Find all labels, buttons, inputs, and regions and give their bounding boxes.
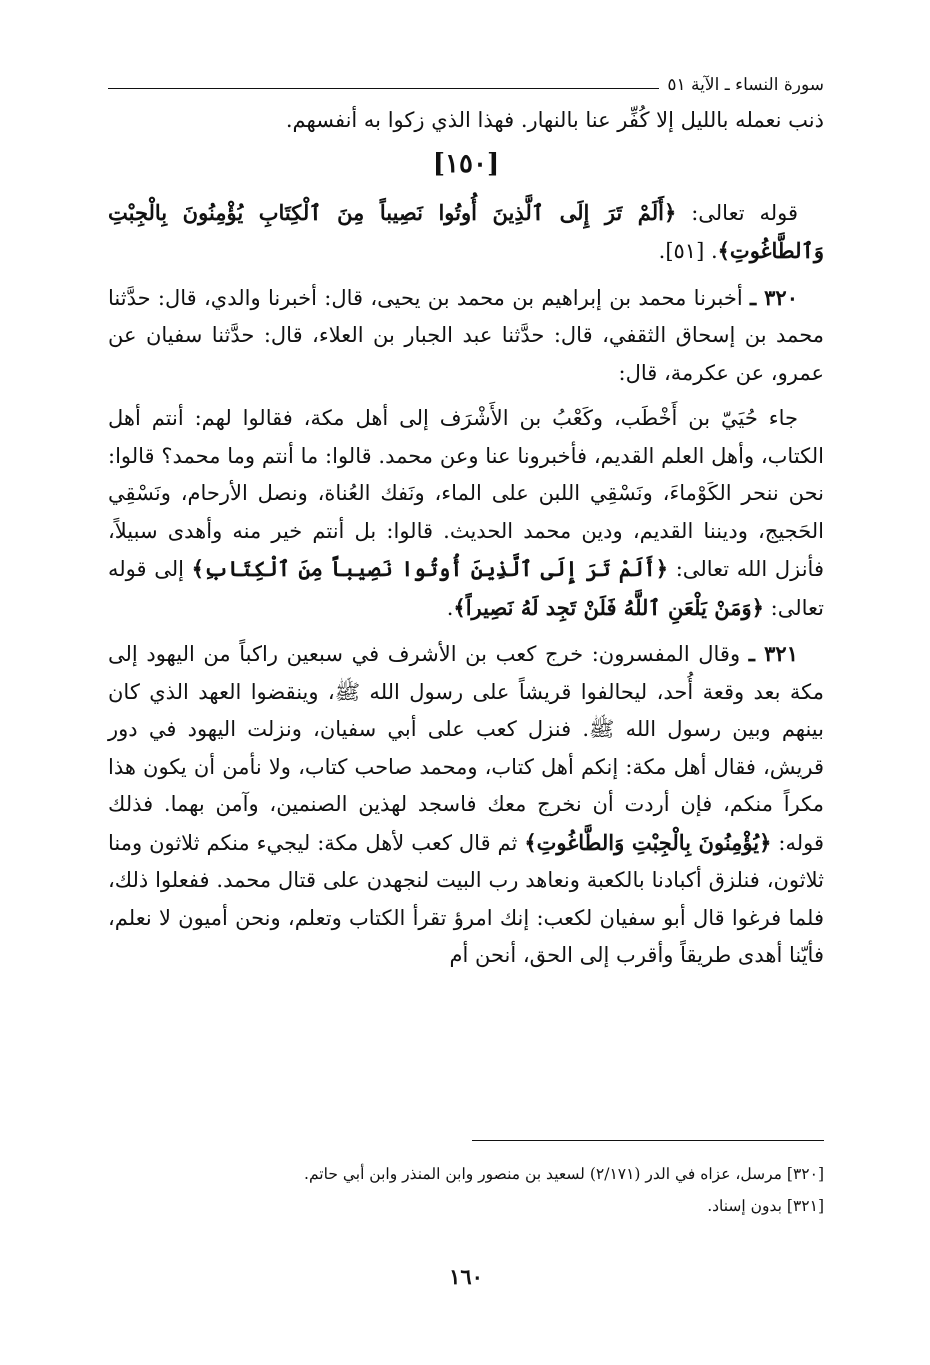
footnote-321: [٣٢١] بدون إسناد. <box>707 1197 824 1215</box>
section-number: [١٥٠] <box>432 148 500 179</box>
verse-reference: . [٥١]. <box>658 239 718 263</box>
verse-intro: قوله تعالى: <box>691 200 798 225</box>
hadith-320-number: ٣٢٠ ـ <box>750 284 798 310</box>
footnotes <box>108 1158 824 1222</box>
book-page <box>108 72 824 1322</box>
hadith-321-number: ٣٢١ ـ <box>748 641 798 666</box>
narration-end: . <box>446 595 454 620</box>
footnote-320: [٣٢٠] مرسل، عزاه في الدر (٢/١٧١) لسعيد بن منصور وابن المنذر وابن أبي حاتم. <box>304 1165 824 1183</box>
narration-mid: إلى قوله تعالى: <box>108 557 824 620</box>
running-head-rule <box>108 88 659 89</box>
hadith-321-text: وقال المفسرون: خرج كعب بن الأشرف في سبعين راكباً من اليهود إلى مكة بعد وقعة أُحد، ليحالفوا قريشاً على رسول الله ﷺ، وينقضوا العهد الذي كان بينهم وبين رسول الله ﷺ. فنزل كعب على أبي سفيان، ونزلت اليهود في دور قريش، فقال أهل مكة: إنكم أهل كتاب، ومحمد صاحب كتاب، ولا نأمن أن يكون هذا مكراً منكم، فإن أردت أن نخرج معك فاسجد لهذين الصنمين، وآمن بهما. فذلك قوله: <box>108 642 824 855</box>
verse-paragraph <box>108 194 824 271</box>
narration-paragraph <box>108 400 824 627</box>
hadith-320 <box>108 279 824 393</box>
running-head-title: سورة النساء ـ الآية ٥١ <box>667 75 824 95</box>
page-number: ١٦٠ <box>449 1264 483 1289</box>
narration-text: جاء حُيَيّ بن أَخْطَب، وكَعْبُ بن الأَشْرَف إلى أهل مكة، فقالوا لهم: أنتم أهل الكتاب، وأهل العلم القديم، فأخبرونا عنا وعن محمد. قالوا: ما أنتم وما محمد؟ قالوا: نحن ننحر الكَوْماءَ، ونَسْقِي اللبن على الماء، ونَفك العُناة، ونصل الأرحام، ونَسْقِي الحَجيج، وديننا القديم، ودين محمد الحديث. قالوا: بل أنتم خير منه وأهدى سبيلاً، فأنزل الله تعالى: <box>108 406 824 581</box>
hadith-321 <box>108 635 824 975</box>
narration-verse-2: ﴿وَمَنْ يَلْعَنِ ٱللَّهُ فَلَنْ تَجِد لَهُ نَصِيراً﴾ <box>453 594 764 620</box>
quran-verse: ﴿أَلَمْ تَرَ إِلَى ٱلَّذِينَ أُوتُوا نَصِيباً مِنَ ٱلْكِتَابِ يُؤْمِنُونَ بِالْجِبْتِ وَٱلطَّاغُوتِ﴾ <box>108 199 824 263</box>
intro-line: ذنب نعمله بالليل إلا كُفِّر عنا بالنهار. فهذا الذي زكوا به أنفسهم. <box>285 108 824 132</box>
main-text <box>108 102 824 975</box>
footnote-rule <box>472 1140 824 1141</box>
running-head <box>108 74 824 96</box>
hadith-321-verse: ﴿يُؤْمِنُونَ بِالْجِبْتِ وَالطَّاغُوتِ﴾ <box>524 829 772 855</box>
hadith-321-text-2: ثم قال كعب لأهل مكة: ليجيء منكم ثلاثون ومنا ثلاثون، فنلزق أكبادنا بالكعبة ونعاهد رب البيت لنجهدن على قتال محمد. ففعلوا ذلك، فلما فرغوا قال أبو سفيان لكعب: إنك امرؤ تقرأ الكتاب وتعلم، ونحن أميون لا نعلم، فأيّنا أهدى طريقاً وأقرب إلى الحق، أنحن أم <box>108 830 824 967</box>
hadith-320-text: أخبرنا محمد بن إبراهيم بن محمد بن يحيى، قال: أخبرنا والدي، قال: حدَّثنا محمد بن إسحاق الثقفي، قال: حدَّثنا عبد الجبار بن العلاء، قال: حدَّثنا سفيان عن عمرو، عن عكرمة، قال: <box>108 285 824 385</box>
narration-verse-1: ﴿أَلَمْ تَرَ إِلَى ٱلَّذِينَ أُوتُوا نَصِيباً مِنَ ٱلْكِتَابِ﴾ <box>191 556 669 581</box>
